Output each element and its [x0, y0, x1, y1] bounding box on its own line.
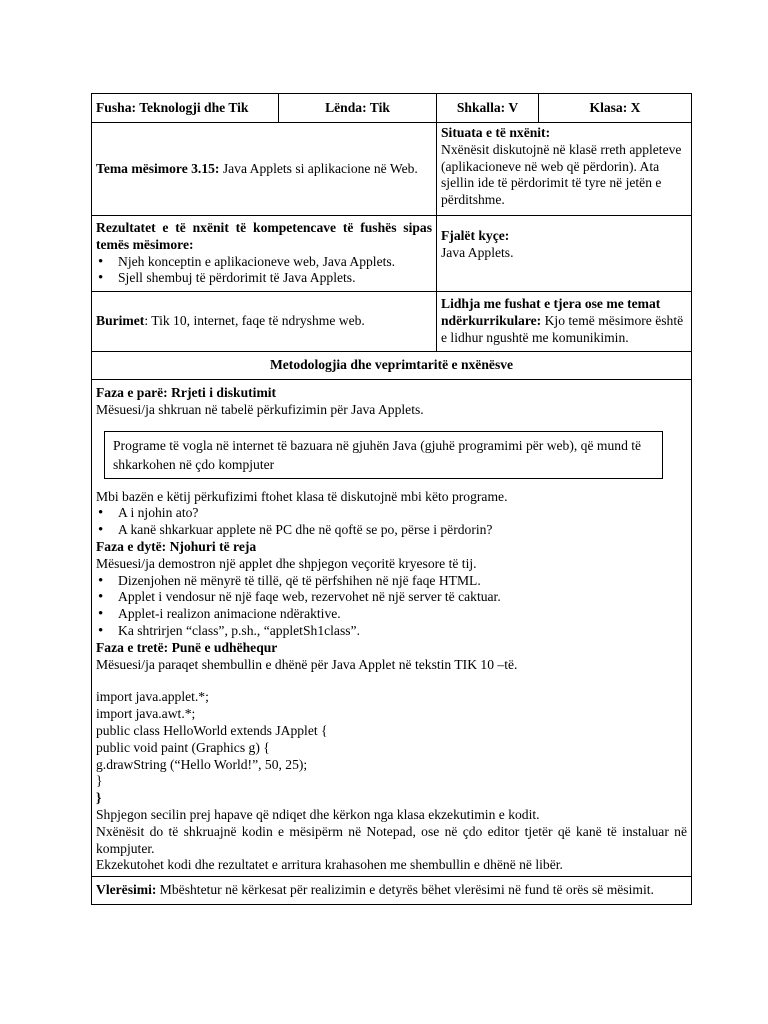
tema-row: [92, 123, 692, 216]
fusha-cell: Fusha: Teknologji dhe Tik: [92, 94, 279, 123]
metodologjia-title: Metodologjia dhe veprimtaritë e nxënësve: [92, 352, 692, 380]
tema-cell: [92, 123, 437, 216]
lidhja-text: Kjo temë mësimore është e lidhur ngushtë me komunikimin.: [441, 313, 684, 345]
header-row: [92, 94, 692, 123]
situata-label: Situata e të nxënit:: [441, 125, 551, 140]
faza3-p3: Ekzekutohet kodi dhe rezultatet e arritura krahasohen me shembullin e dhënë në libër.: [96, 857, 563, 873]
rezultatet-row: [92, 216, 692, 292]
rezultatet-cell: [92, 216, 437, 292]
faza3-title: Faza e tretë: Punë e udhëhequr: [96, 639, 278, 655]
vleresimi-row: [92, 877, 692, 905]
klasa-cell: Klasa: X: [539, 94, 692, 123]
fjalet-cell: [437, 216, 692, 292]
rezultatet-list: [96, 254, 432, 288]
faza3-p2: Nxënësit do të shkruajnë kodin e mësipërm në Notepad, ose në çdo editor tjetër që kanë të instaluar në kompjuter.: [96, 823, 687, 856]
faza1-item: • A i njohin ato?: [96, 505, 687, 522]
faza2-item: • Dizenjohen në mënyrë të tillë, që të përfshihen në një faqe HTML.: [96, 573, 687, 590]
lenda-cell: Lënda: Tik: [279, 94, 437, 123]
faza2-title: Faza e dytë: Njohuri të reja: [96, 538, 257, 554]
tema-value: Java Applets si aplikacione në Web.: [219, 160, 418, 176]
faza2-item: • Applet i vendosur në një faqe web, rezervohet në një server të caktuar.: [96, 589, 687, 606]
code-line: g.drawString (“Hello World!”, 50, 25);: [96, 756, 308, 772]
faza2-list: [96, 573, 687, 640]
definition-box: Programe të vogla në internet të bazuara në gjuhën Java (gjuhë programimi për web), që mund të shkarkohen në çdo kompjuter: [104, 431, 663, 479]
code-line: import java.applet.*;: [96, 689, 209, 705]
shkalla-cell: Shkalla: V: [437, 94, 539, 123]
burimet-text: : Tik 10, internet, faqe të ndryshme web.: [144, 313, 365, 329]
faza3-intro: Mësuesi/ja paraqet shembullin e dhënë për Java Applet në tekstin TIK 10 –të.: [96, 656, 518, 672]
faza2-intro: Mësuesi/ja demostron një applet dhe shpjegon veçoritë kryesore të tij.: [96, 555, 477, 571]
rezultatet-item: • Njeh konceptin e aplikacioneve web, Java Applets.: [96, 254, 432, 271]
fjalet-label: Fjalët kyçe:: [441, 228, 510, 243]
faza1-after: Mbi bazën e këtij përkufizimi ftohet klasa të diskutojnë mbi këto programe.: [96, 488, 508, 504]
vleresimi-cell: [92, 877, 692, 905]
rezultatet-item: • Sjell shembuj të përdorimit të Java Applets.: [96, 270, 432, 287]
metodologjia-body-row: [92, 380, 692, 877]
metodologjia-body: [92, 380, 692, 877]
lesson-plan-table: [91, 93, 692, 905]
code-line: public void paint (Graphics g) {: [96, 739, 270, 755]
burimet-label: Burimet: [96, 313, 145, 329]
situata-text: Nxënësit diskutojnë në klasë rreth appleteve (aplikacioneve në web që përdorin). Ata sjellin ide të përdorimit të tyre në jetën e përditshme.: [441, 141, 682, 208]
vleresimi-text: Mbështetur në kërkesat për realizimin e detyrës bëhet vlerësimi në fund të orës së mësimit.: [156, 882, 654, 898]
faza1-item: • A kanë shkarkuar applete në PC dhe në qoftë se po, përse i përdorin?: [96, 522, 687, 539]
metodologjia-title-row: [92, 352, 692, 380]
vleresimi-label: Vlerësimi:: [96, 882, 157, 898]
situata-cell: [437, 123, 692, 216]
faza2-item: • Applet-i realizon animacione ndëraktive.: [96, 606, 687, 623]
faza1-title: Faza e parë: Rrjeti i diskutimit: [96, 385, 277, 400]
rezultatet-label: Rezultatet e të nxënit të kompetencave të fushës sipas temës mësimore:: [96, 219, 432, 252]
faza3-p1: Shpjegon secilin prej hapave që ndiqet dhe kërkon nga klasa ekzekutimin e kodit.: [96, 806, 540, 822]
fjalet-text: Java Applets.: [441, 244, 514, 260]
code-line: }: [96, 773, 103, 789]
burimet-cell: [92, 292, 437, 352]
faza1-list: [96, 505, 687, 539]
code-line: public class HelloWorld extends JApplet {: [96, 722, 328, 738]
lidhja-cell: [437, 292, 692, 352]
burimet-row: [92, 292, 692, 352]
code-line: }: [96, 790, 102, 806]
faza1-intro: Mësuesi/ja shkruan në tabelë përkufizimin për Java Applets.: [96, 401, 424, 417]
faza2-item: • Ka shtrirjen “class”, p.sh., “appletSh1class”.: [96, 623, 687, 640]
code-line: import java.awt.*;: [96, 706, 196, 722]
lidhja-label: Lidhja me fushat e tjera ose me temat ndërkurrikulare:: [441, 296, 661, 329]
code-block: [96, 689, 687, 807]
tema-label: Tema mësimore 3.15:: [96, 160, 220, 176]
